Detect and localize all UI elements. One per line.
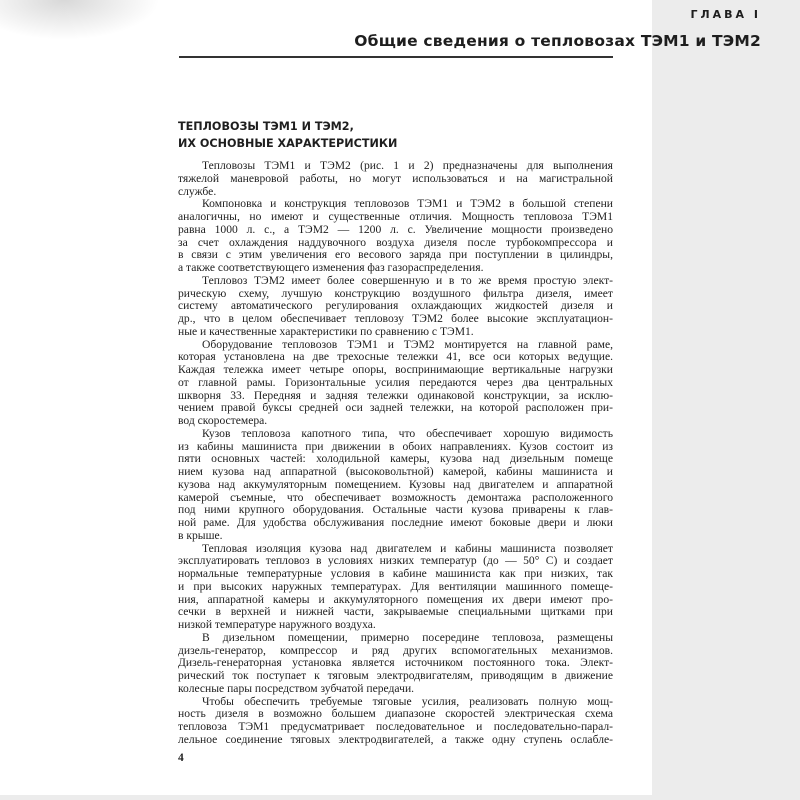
text-line: колесные пары посредством зубчатой передачи. — [178, 681, 415, 695]
section-heading — [178, 118, 397, 152]
text-line: вод скоростемера. — [178, 414, 268, 427]
text-line: дизель-генератор, компрессор и ряд других вспомогательных механизмов. — [178, 643, 613, 657]
text-line: чением правой буксы средней оси задней тележки, на которой расположен при- — [178, 401, 613, 415]
section-heading-line: ИХ ОСНОВНЫЕ ХАРАКТЕРИСТИКИ — [178, 137, 398, 150]
text-line: В дизельном помещении, примерно посередине тепловоза, размещены — [202, 630, 613, 644]
paragraph — [178, 275, 613, 339]
text-line: нием кузова над аппаратной (высоковольтной) камерой, кабины машиниста и — [178, 465, 613, 478]
text-line: Тепловая изоляция кузова над двигателем и кабины машиниста позволяет — [202, 541, 613, 555]
text-line: под ними крупного оборудования. Остальные части кузова приварены к глав- — [178, 503, 613, 517]
text-line: низкой температуре наружного воздуха. — [178, 618, 376, 631]
text-line: эксплуатировать тепловоз в условиях низких температур (до — 50° С) и создает — [178, 554, 613, 568]
text-line: ной раме. Для удобства обслуживания последние имеют боковые двери и люки — [178, 516, 613, 529]
text-line: сечки в верхней и нижней части, закрываемые специальными щитками при — [178, 605, 613, 619]
text-line: Тепловозы ТЭМ1 и ТЭМ2 (рис. 1 и 2) предназначены для выполнения — [202, 159, 613, 172]
text-line: нормальные температурные условия в кабине машиниста как при низких, так — [178, 567, 613, 580]
body-text — [178, 160, 613, 747]
text-line: ные и качественные характеристики по сравнению с ТЭМ1. — [178, 324, 474, 338]
text-line: от главной рамы. Горизонтальные усилия передаются через два центральных — [178, 375, 613, 389]
text-line: аналогичны, но имеют и существенные отличия. Мощность тепловоза ТЭМ1 — [178, 210, 613, 223]
chapter-title: Общие сведения о тепловозах ТЭМ1 и ТЭМ2 — [354, 32, 761, 50]
text-line: тяжелой маневровой работы, но могут использоваться и на магистральной — [178, 171, 613, 185]
text-line: пяти основных частей: холодильной камеры, кузова над дизельным помеще — [178, 452, 613, 466]
text-line: камерой съемные, что обеспечивает возможность демонтажа расположенного — [178, 490, 613, 504]
paragraph — [178, 543, 613, 632]
text-line: Кузов тепловоза капотного типа, что обеспечивает хорошую видимость — [202, 426, 613, 440]
scan-shadow — [0, 0, 160, 40]
text-line: Тепловоз ТЭМ2 имеет более совершенную и в то же время простую элект- — [202, 273, 613, 287]
paragraph — [178, 428, 613, 543]
text-line: в крыше. — [178, 528, 223, 542]
text-line: др., что в целом обеспечивает тепловозу ТЭМ2 более высокие эксплуатацион- — [178, 312, 613, 325]
text-line: и при высоких наружных температурах. Для вентиляции машинного помеще- — [178, 579, 613, 593]
text-line: равна 1000 л. с., а ТЭМ2 — 1200 л. с. Увеличение мощности произведено — [178, 222, 613, 236]
text-line: шкворня 33. Передняя и задняя тележки одинаковой конструкции, за исклю- — [178, 388, 613, 402]
text-line: Компоновка и конструкция тепловозов ТЭМ1 и ТЭМ2 в большой степени — [202, 197, 613, 211]
chapter-label: ГЛАВА I — [690, 8, 761, 21]
text-line: ния, аппаратной камеры и аккумуляторного помещения их двери имеют про- — [178, 592, 613, 606]
paragraph — [178, 632, 613, 696]
text-line: службе. — [178, 184, 217, 198]
text-line: Чтобы обеспечить требуемые тяговые усилия, реализовать полную мощ- — [202, 694, 613, 708]
background-gutter — [652, 0, 800, 800]
text-line: в связи с этим увеличения его весового заряда при поступлении в цилиндры, — [178, 248, 613, 262]
paragraph — [178, 160, 613, 198]
text-line: которая установлена на две трехосные тележки 41, все оси которых ведущие. — [178, 350, 613, 364]
text-line: лельное соединение тяговых электродвигателей, а также одну ступень ослабле- — [178, 732, 613, 746]
paragraph — [178, 696, 613, 747]
paragraph — [178, 198, 613, 275]
page-number: 4 — [178, 752, 184, 764]
text-line: систему автоматического регулирования охлаждающих жидкостей дизеля и — [178, 299, 613, 313]
text-line: Дизель-генераторная установка является источником постоянного тока. Элект- — [178, 656, 613, 670]
text-line: Каждая тележка имеет четыре опоры, воспринимающие вертикальные нагрузки — [178, 363, 613, 376]
paragraph — [178, 339, 613, 428]
text-line: за счет охлаждения наддувочного воздуха дизеля после турбокомпрессора и — [178, 235, 613, 249]
text-line: рическую схему, лучшую конструкцию воздушного фильтра дизеля, имеет — [178, 286, 613, 300]
text-line: а также соответствующего изменения фаз газораспределения. — [178, 261, 484, 274]
text-line: из кабины машиниста при движении в обоих направлениях. Кузов состоит из — [178, 439, 613, 453]
text-line: тепловоза ТЭМ1 предусматривает последовательное и последовательно-парал- — [178, 720, 613, 733]
text-line: Оборудование тепловозов ТЭМ1 и ТЭМ2 монтируется на главной раме, — [202, 337, 613, 351]
title-rule — [179, 56, 613, 58]
text-line: ность дизеля в возможно большем диапазоне скоростей электрическая схема — [178, 707, 613, 721]
background-gutter-bottom — [0, 795, 800, 800]
text-line: кузова над аккумуляторным помещением. Кузовы над двигателем и аппаратной — [178, 477, 613, 491]
text-line: рический ток поступает к тяговым электродвигателям, приводящим в движение — [178, 669, 613, 682]
section-heading-line: ТЕПЛОВОЗЫ ТЭМ1 И ТЭМ2, — [178, 120, 354, 133]
